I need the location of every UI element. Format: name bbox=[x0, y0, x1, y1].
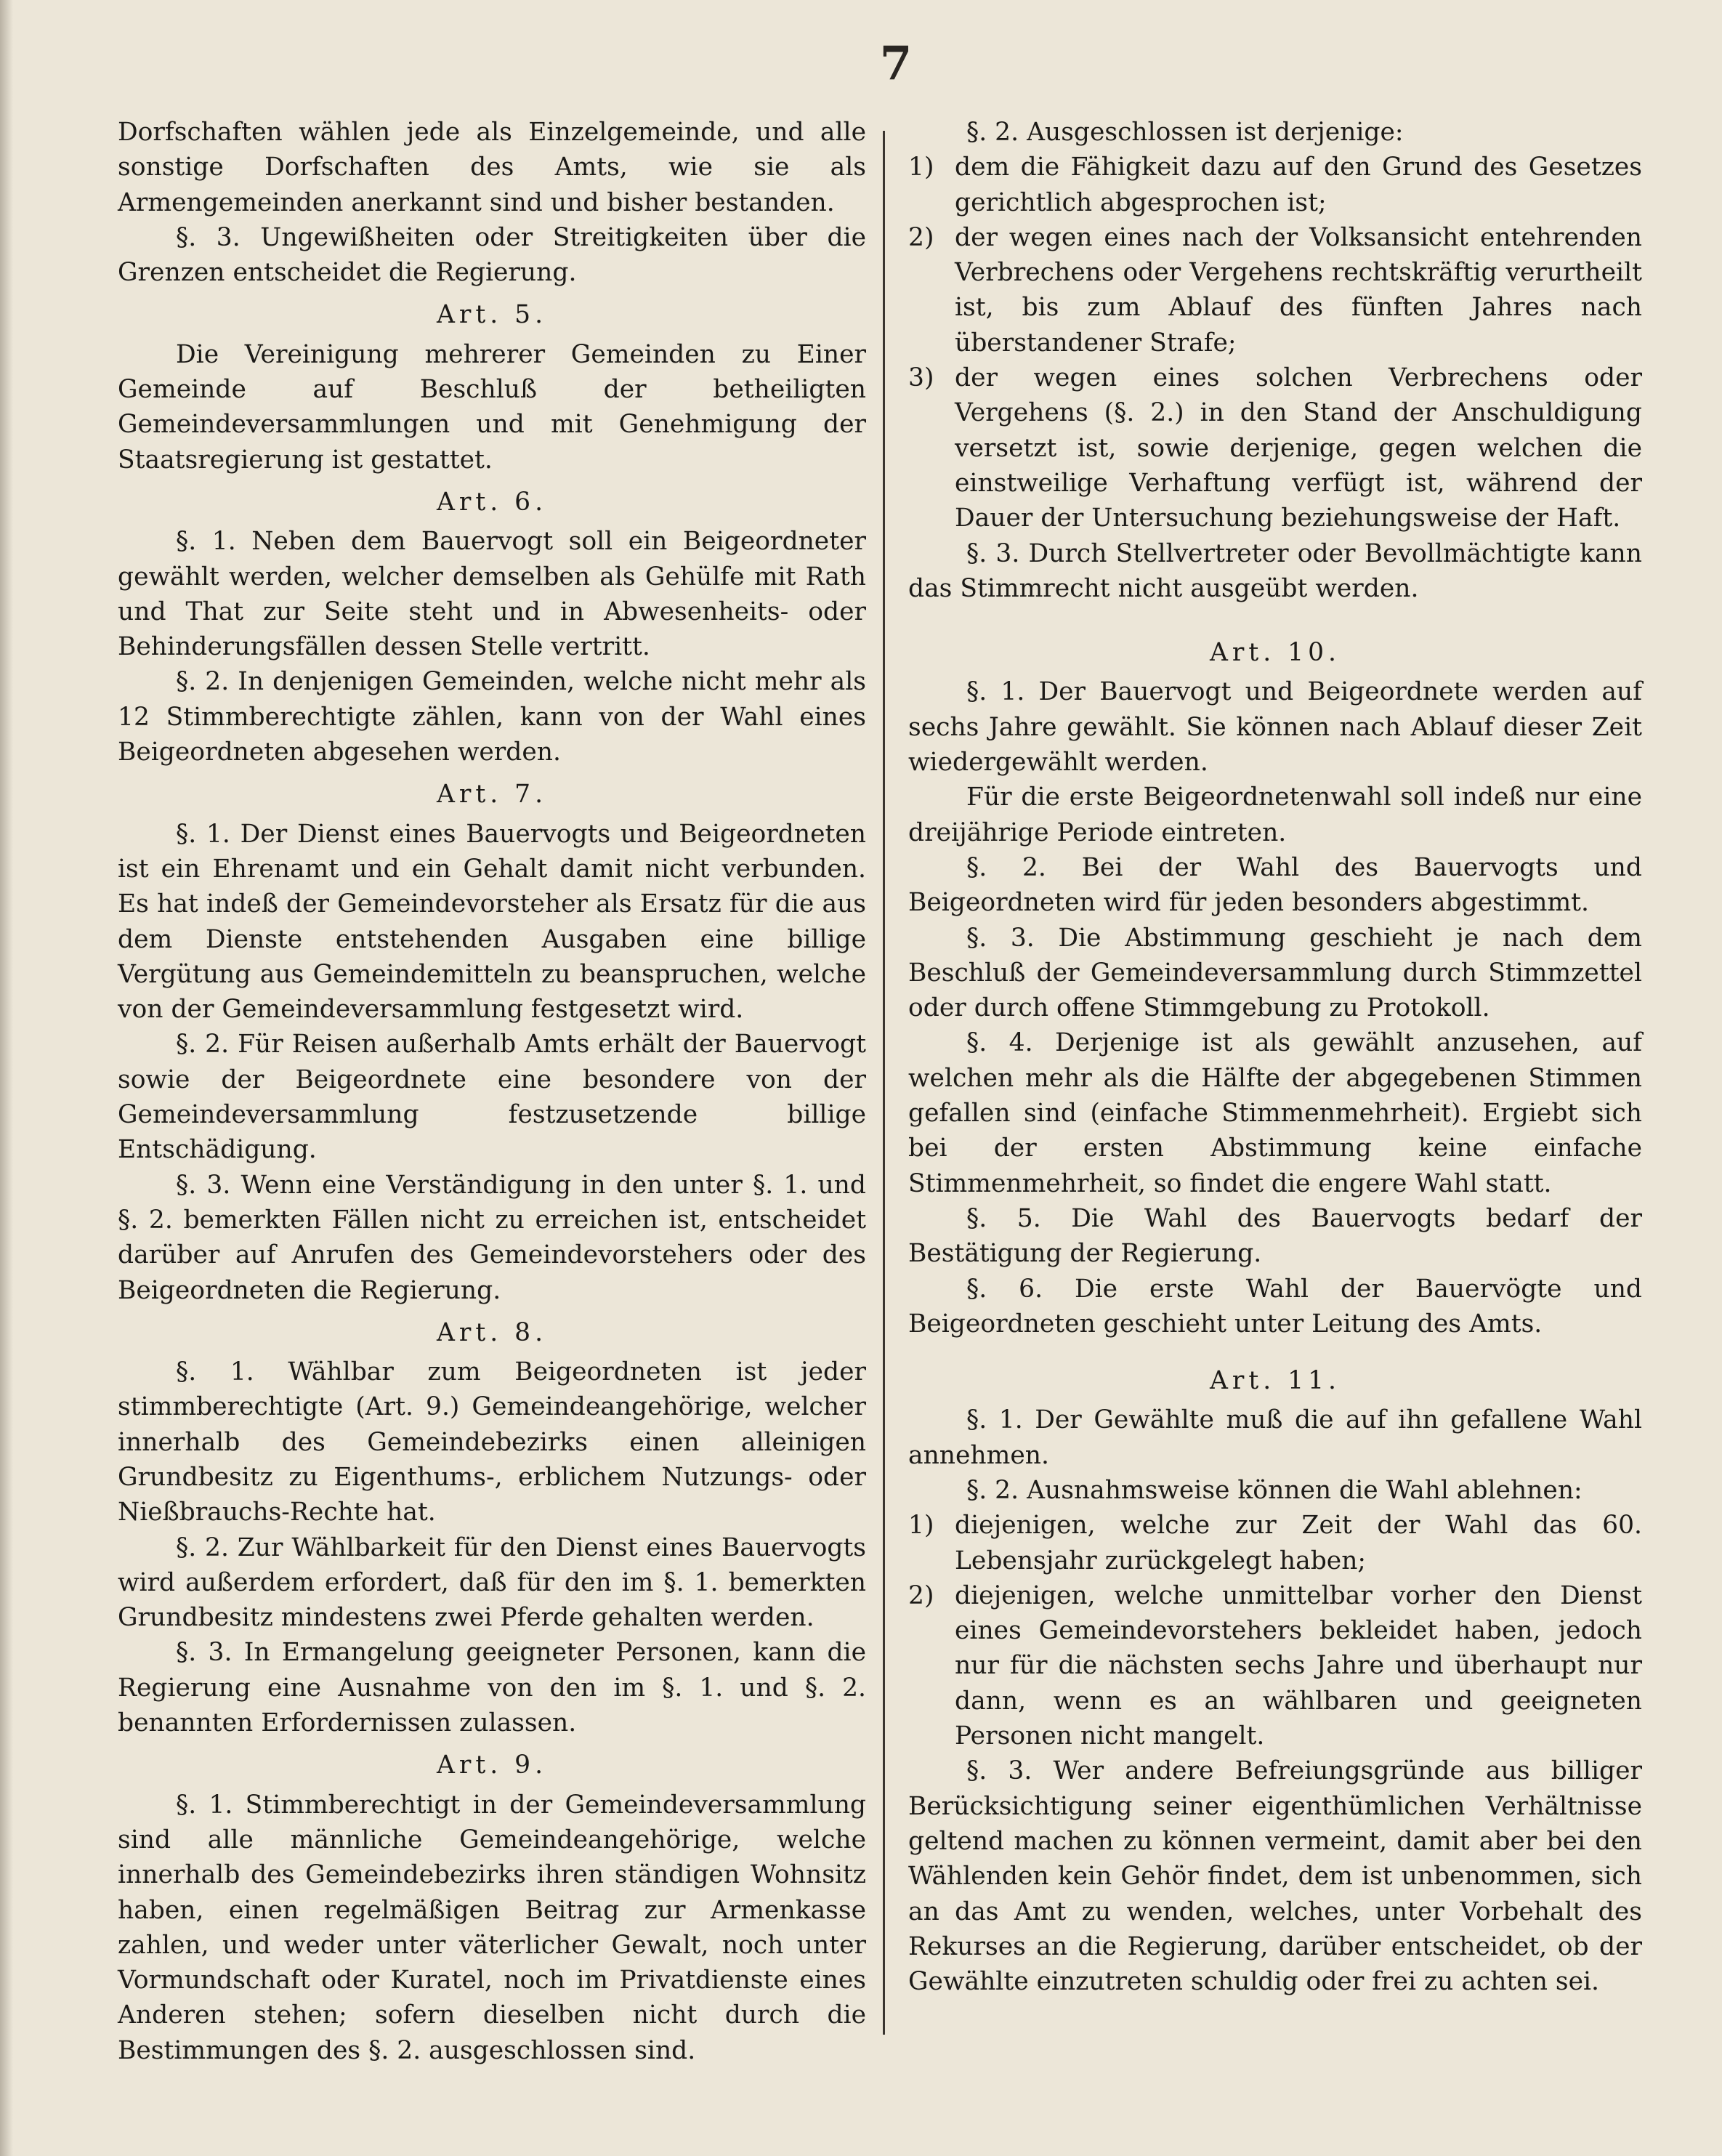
list-text: diejenigen, welche unmittelbar vorher den Dienst eines Gemeindevorstehers bekleidet haben, jedoch nur für die nächsten sechs Jahre und überhaupt nur dann, wenn es an wählbaren und geeigneten Personen nicht mangelt. bbox=[955, 1580, 1642, 1751]
list-number: 1) bbox=[908, 1511, 934, 1541]
list-number: 2) bbox=[908, 222, 934, 252]
paragraph: Die Vereinigung mehrerer Gemeinden zu Einer Gemeinde auf Beschluß der betheiligten Gemeindeversammlungen und mit Genehmigung der Staatsregierung ist gestattet. bbox=[118, 339, 866, 475]
article-heading: Art. 7. bbox=[436, 780, 548, 809]
paragraph: Für die erste Beigeordnetenwahl soll indeß nur eine dreijährige Periode eintreten. bbox=[908, 783, 1642, 847]
article-heading: Art. 6. bbox=[436, 487, 548, 517]
list-number: 1) bbox=[908, 153, 934, 182]
paragraph: §. 1. Der Bauervogt und Beigeordnete werden auf sechs Jahre gewählt. Sie können nach Ablauf dieser Zeit wiedergewählt werden. bbox=[908, 677, 1642, 778]
paragraph: §. 3. Ungewißheiten oder Streitigkeiten über die Grenzen entscheidet die Regierung. bbox=[118, 222, 866, 288]
refusal-list bbox=[908, 1508, 1642, 1753]
list-number: 3) bbox=[908, 363, 934, 393]
paragraph: Dorfschaften wählen jede als Einzelgemeinde, und alle sonstige Dorfschaften des Amts, wie sie als Armengemeinden anerkannt sind und bisher bestanden. bbox=[118, 118, 866, 217]
exclusion-list bbox=[908, 150, 1642, 536]
paragraph: §. 3. Wenn eine Verständigung in den unter §. 1. und §. 2. bemerkten Fällen nicht zu erreichen ist, entscheidet darüber auf Anrufen des Gemeindevorstehers oder des Beigeordneten die Regierung. bbox=[118, 1170, 866, 1305]
article-heading: Art. 8. bbox=[436, 1317, 548, 1347]
paragraph: §. 1. Neben dem Bauervogt soll ein Beigeordneter gewählt werden, welcher demselben als Gehülfe mit Rath und That zur Seite steht und in Abwesenheits- oder Behinderungsfällen dessen Stelle vertritt. bbox=[118, 527, 866, 662]
scan-edge bbox=[0, 0, 13, 2156]
paragraph: §. 3. Wer andere Befreiungsgründe aus billiger Berücksichtigung seiner eigenthümlichen Verhältnisse geltend machen zu können vermeint, damit aber bei den Wählenden kein Gehör findet, dem ist unbenommen, sich an das Amt zu wenden, welches, unter Vorbehalt des Rekurses an die Regierung, darüber entscheidet, ob der Gewählte einzutreten schuldig oder frei zu achten sei. bbox=[908, 1756, 1642, 1997]
column-divider bbox=[883, 131, 885, 2035]
paragraph: §. 2. Ausgeschlossen ist derjenige: bbox=[966, 118, 1404, 147]
paragraph: §. 3. In Ermangelung geeigneter Personen, kann die Regierung eine Ausnahme von den im §. 1. und §. 2. benannten Erfordernissen zulassen. bbox=[118, 1638, 866, 1738]
paragraph: §. 2. Für Reisen außerhalb Amts erhält der Bauervogt sowie der Beigeordnete eine besondere von der Gemeindeversammlung festzusetzende billige Entschädigung. bbox=[118, 1030, 866, 1165]
list-item bbox=[908, 1578, 1642, 1753]
paragraph: §. 2. Bei der Wahl des Bauervogts und Beigeordneten wird für jeden besonders abgestimmt. bbox=[908, 852, 1642, 918]
article-heading: Art. 10. bbox=[1209, 638, 1341, 668]
paragraph: §. 1. Wählbar zum Beigeordneten ist jeder stimmberechtigte (Art. 9.) Gemeindeangehörige, welcher innerhalb des Gemeindebezirks einen alleinigen Grundbesitz zu Eigenthums-, erblichem Nutzungs- oder Nießbrauchs-Rechte hat. bbox=[118, 1357, 866, 1527]
paragraph: §. 4. Derjenige ist als gewählt anzusehen, auf welchen mehr als die Hälfte der abgegebenen Stimmen gefallen sind (einfache Stimmenmehrheit). Ergiebt sich bei der ersten Abstimmung keine einfache Stimmenmehrheit, so findet die engere Wahl statt. bbox=[908, 1028, 1642, 1198]
article-heading: Art. 5. bbox=[436, 300, 548, 330]
list-number: 2) bbox=[908, 1580, 934, 1610]
paragraph: §. 2. In denjenigen Gemeinden, welche nicht mehr als 12 Stimmberechtigte zählen, kann von der Wahl eines Beigeordneten abgesehen werden. bbox=[118, 667, 866, 767]
list-item bbox=[908, 220, 1642, 360]
left-column bbox=[118, 115, 866, 2068]
list-item bbox=[908, 150, 1642, 220]
paragraph: §. 6. Die erste Wahl der Bauervögte und Beigeordneten geschieht unter Leitung des Amts. bbox=[908, 1274, 1642, 1339]
paragraph: §. 2. Ausnahmsweise können die Wahl ablehnen: bbox=[966, 1475, 1582, 1505]
paragraph: §. 5. Die Wahl des Bauervogts bedarf der Bestätigung der Regierung. bbox=[908, 1203, 1642, 1269]
paragraph: §. 3. Die Abstimmung geschieht je nach dem Beschluß der Gemeindeversammlung durch Stimmzettel oder durch offene Stimmgebung zu Protokoll. bbox=[908, 923, 1642, 1023]
list-item bbox=[908, 1508, 1642, 1578]
right-column bbox=[908, 115, 1642, 1999]
list-text: dem die Fähigkeit dazu auf den Grund des Gesetzes gerichtlich abgesprochen ist; bbox=[955, 153, 1642, 217]
paragraph: §. 1. Der Dienst eines Bauervogts und Beigeordneten ist ein Ehrenamt und ein Gehalt damit nicht verbunden. Es hat indeß der Gemeindevorsteher als Ersatz für die aus dem Dienste entstehenden Ausgaben eine billige Vergütung aus Gemeindemitteln zu beanspruchen, welche von der Gemeindeversammlung festgesetzt wird. bbox=[118, 819, 866, 1025]
list-text: diejenigen, welche zur Zeit der Wahl das 60. Lebensjahr zurückgelegt haben; bbox=[955, 1511, 1642, 1575]
paragraph: §. 1. Stimmberechtigt in der Gemeindeversammlung sind alle männliche Gemeindeangehörige, welche innerhalb des Gemeindebezirks ihren ständigen Wohnsitz haben, einen regelmäßigen Beitrag zur Armenkasse zahlen, und weder unter väterlicher Gewalt, noch unter Vormundschaft oder Kuratel, noch im Privatdienste eines Anderen stehen; sofern dieselben nicht durch die Bestimmungen des §. 2. ausgeschlossen sind. bbox=[118, 1790, 866, 2065]
paragraph: §. 3. Durch Stellvertreter oder Bevollmächtigte kann das Stimmrecht nicht ausgeübt werden. bbox=[908, 538, 1642, 603]
article-heading: Art. 9. bbox=[436, 1751, 548, 1780]
article-heading: Art. 11. bbox=[1209, 1366, 1341, 1396]
paragraph: §. 2. Zur Wählbarkeit für den Dienst eines Bauervogts wird außerdem erfordert, daß für den im §. 1. bemerkten Grundbesitz mindestens zwei Pferde gehalten werden. bbox=[118, 1533, 866, 1633]
page-number: 7 bbox=[879, 36, 913, 91]
paragraph: §. 1. Der Gewählte muß die auf ihn gefallene Wahl annehmen. bbox=[908, 1405, 1642, 1470]
list-text: der wegen eines solchen Verbrechens oder Vergehens (§. 2.) in den Stand der Anschuldigung versetzt ist, sowie derjenige, gegen welchen die einstweilige Verhaftung verfügt ist, während der Dauer der Untersuchung beziehungsweise der Haft. bbox=[955, 363, 1642, 533]
list-text: der wegen eines nach der Volksansicht entehrenden Verbrechens oder Vergehens rechtskräftig verurtheilt ist, bis zum Ablauf des fünften Jahres nach überstandener Strafe; bbox=[955, 222, 1642, 358]
list-item bbox=[908, 360, 1642, 536]
